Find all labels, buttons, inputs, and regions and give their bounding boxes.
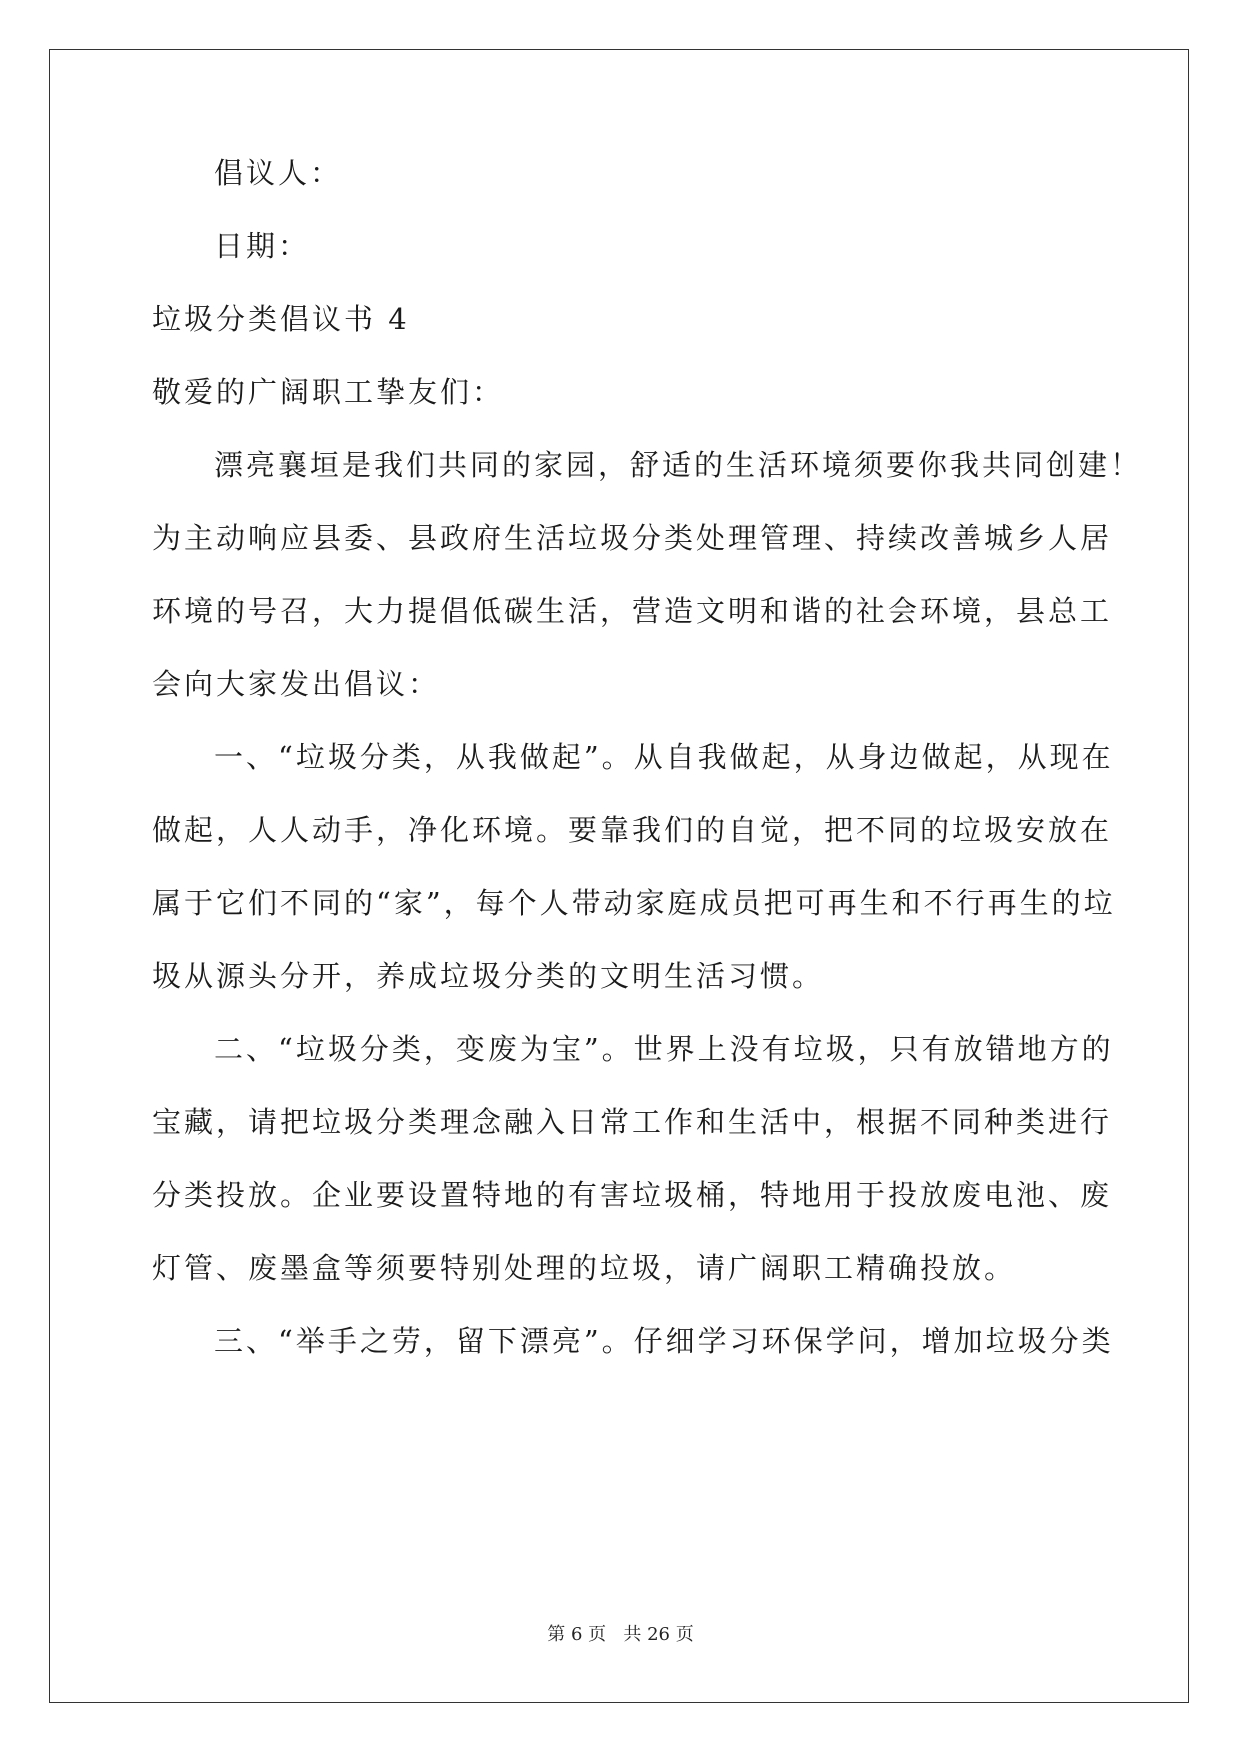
paragraph-line: 一、“垃圾分类，从我做起”。从自我做起，从身边做起，从现在 [214,740,1114,774]
paragraph-line: 灯管、废墨盒等须要特别处理的垃圾，请广阔职工精确投放。 [152,1251,1017,1285]
paragraph-line: 做起，人人动手，净化环境。要靠我们的自觉，把不同的垃圾安放在 [152,813,1113,847]
paragraph-line: 圾从源头分开，养成垃圾分类的文明生活习惯。 [152,959,825,993]
section-heading: 垃圾分类倡议书 4 [152,302,410,336]
page-number-footer: 第 6 页 共 26 页 [547,1624,694,1645]
paragraph-line: 分类投放。企业要设置特地的有害垃圾桶，特地用于投放废电池、废 [152,1178,1113,1212]
paragraph-line: 环境的号召，大力提倡低碳生活，营造文明和谐的社会环境，县总工 [152,594,1113,628]
salutation: 敬爱的广阔职工挚友们： [152,375,505,409]
paragraph-line: 为主动响应县委、县政府生活垃圾分类处理管理、持续改善城乡人居 [152,521,1113,555]
date-line: 日期： [214,229,311,263]
proposer-line: 倡议人： [214,156,343,190]
paragraph-line: 漂亮襄垣是我们共同的家园，舒适的生活环境须要你我共同创建！ [214,448,1143,482]
paragraph-line: 宝藏，请把垃圾分类理念融入日常工作和生活中，根据不同种类进行 [152,1105,1113,1139]
paragraph-line: 属于它们不同的“家”，每个人带动家庭成员把可再生和不行再生的垃 [152,886,1116,920]
paragraph-line: 二、“垃圾分类，变废为宝”。世界上没有垃圾，只有放错地方的 [214,1032,1114,1066]
paragraph-line: 会向大家发出倡议： [152,667,441,701]
paragraph-line: 三、“举手之劳，留下漂亮”。仔细学习环保学问，增加垃圾分类 [214,1324,1114,1358]
page-border [49,49,1189,1703]
